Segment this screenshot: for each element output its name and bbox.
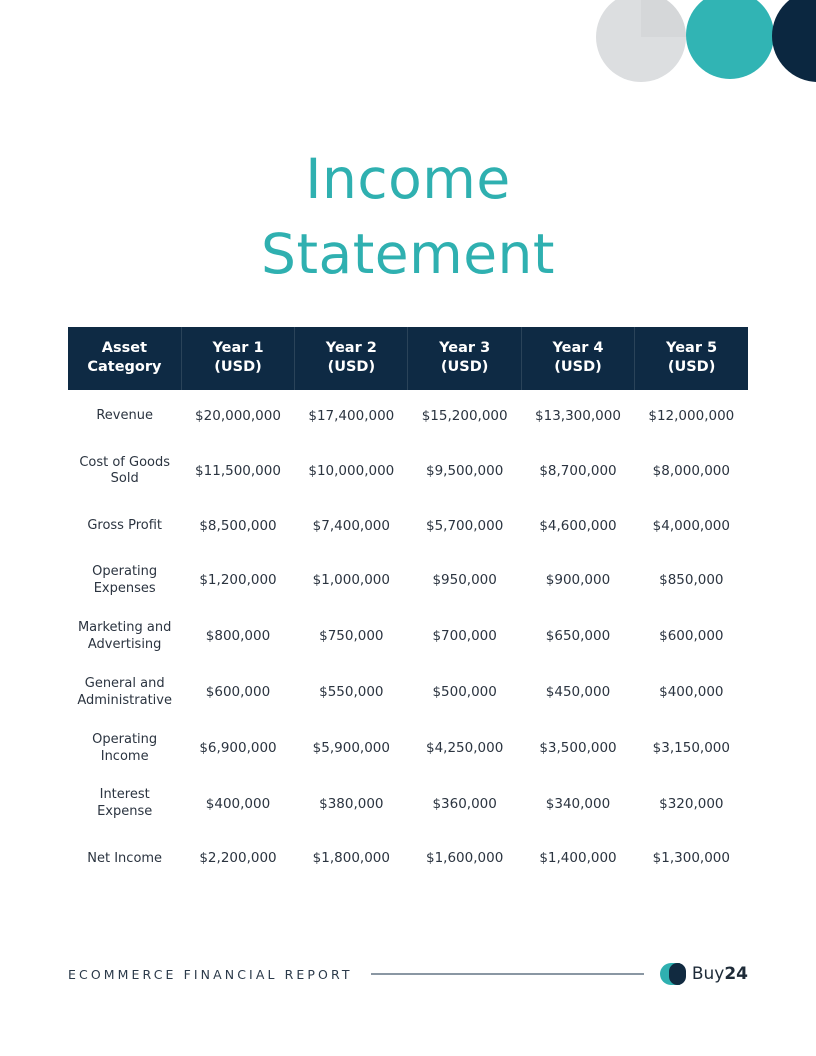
table-cell: $5,900,000 [312,739,390,756]
column-header-line-1: Year 2 [325,340,377,356]
column-header-line-2: (USD) [667,359,716,376]
table-header-row [68,327,748,390]
table-cell: $500,000 [432,684,497,701]
table-cell: $9,500,000 [426,462,504,479]
column-header-line-2: (USD) [214,359,262,376]
table-cell: $8,700,000 [539,462,617,479]
table-cell: $4,250,000 [426,739,504,756]
table-cell: $1,600,000 [426,850,504,867]
logo-navy-circle-icon [669,963,686,985]
row-label: Interest Expense [97,787,153,820]
column-header-year-5 [635,327,748,390]
table-cell: $700,000 [432,628,497,645]
table-cell: $360,000 [432,795,497,812]
row-label: Cost of Goods Sold [79,454,171,487]
income-statement-table-container [68,327,748,886]
row-label: Gross Profit [87,517,162,533]
teal-circle-icon [686,0,774,79]
brand-logo-mark-icon [660,963,686,985]
table-cell: $550,000 [319,684,384,701]
table-row [68,444,748,500]
gray-circle-icon [596,0,686,82]
table-cell: $6,900,000 [199,739,277,756]
table-cell: $12,000,000 [648,407,735,424]
column-header-year-1 [181,327,294,390]
column-header-asset-category [68,327,181,390]
column-header-line-2: Category [87,359,162,376]
brand-logo-text-primary: Buy [691,964,725,984]
row-label: Operating Income [92,731,158,764]
table-cell: $3,500,000 [539,739,617,756]
column-header-line-2: (USD) [554,359,602,376]
table-cell: $320,000 [659,795,724,812]
row-label: General and Administrative [77,675,172,708]
column-header-year-2 [295,327,408,390]
table-row [68,499,748,553]
footer-divider-rule [371,973,644,975]
table-body [68,390,748,887]
table-row [68,776,748,832]
table-cell: $1,300,000 [652,850,730,867]
column-header-line-1: Year 1 [212,340,264,356]
table-cell: $20,000,000 [195,407,281,424]
table-cell: $950,000 [432,572,497,589]
footer-report-label: ECOMMERCE FINANCIAL REPORT [68,966,353,982]
table-cell: $4,000,000 [652,517,730,534]
column-header-line-1: Year 3 [439,340,491,356]
table-row [68,390,748,444]
table-cell: $600,000 [205,684,271,701]
table-cell: $850,000 [659,572,724,589]
table-row [68,665,748,721]
table-cell: $5,700,000 [426,517,504,534]
page-title-line-2: Statement [261,221,555,286]
row-label: Net Income [87,850,163,866]
table-cell: $600,000 [659,628,724,645]
table-cell: $1,800,000 [312,850,390,867]
table-cell: $17,400,000 [308,407,395,424]
column-header-line-1: Asset [101,340,148,356]
table-cell: $2,200,000 [199,850,277,867]
row-label: Operating Expenses [92,564,158,597]
table-cell: $15,200,000 [421,407,508,424]
table-cell: $340,000 [545,795,611,812]
table-cell: $900,000 [545,572,611,589]
table-cell: $3,150,000 [652,739,730,756]
table-cell: $1,000,000 [312,572,390,589]
table-cell: $7,400,000 [312,517,390,534]
page-title [0,142,816,292]
table-cell: $650,000 [545,628,611,645]
table-row [68,832,748,886]
column-header-year-3 [408,327,521,390]
table-row [68,553,748,609]
table-row [68,721,748,777]
brand-logo-text-accent: 24 [724,964,748,984]
table-cell: $13,300,000 [535,407,621,424]
income-statement-table [68,327,748,886]
table-cell: $4,600,000 [539,517,617,534]
column-header-year-4 [521,327,634,390]
gray-circle-quadrant-icon [641,0,686,37]
table-cell: $800,000 [205,628,271,645]
column-header-line-1: Year 4 [552,340,604,356]
column-header-line-1: Year 5 [666,340,718,356]
table-cell: $450,000 [545,684,611,701]
navy-circle-icon [772,0,816,82]
table-cell: $400,000 [205,795,271,812]
table-cell: $750,000 [319,628,384,645]
column-header-line-2: (USD) [440,359,489,376]
row-label: Revenue [96,408,153,424]
brand-logo [660,963,748,985]
brand-logo-text [692,964,748,984]
table-header [68,327,748,390]
table-row [68,609,748,665]
column-header-line-2: (USD) [327,359,376,376]
row-label: Marketing and Advertising [77,620,172,653]
decorative-circles-group [0,0,816,120]
table-cell: $8,500,000 [199,517,277,534]
page-title-line-1: Income [305,146,511,211]
table-cell: $11,500,000 [195,462,281,479]
page-footer [68,958,748,990]
table-cell: $8,000,000 [652,462,730,479]
table-cell: $380,000 [319,795,384,812]
table-cell: $1,400,000 [539,850,617,867]
table-cell: $10,000,000 [308,462,395,479]
table-cell: $400,000 [659,684,724,701]
table-cell: $1,200,000 [199,572,277,589]
